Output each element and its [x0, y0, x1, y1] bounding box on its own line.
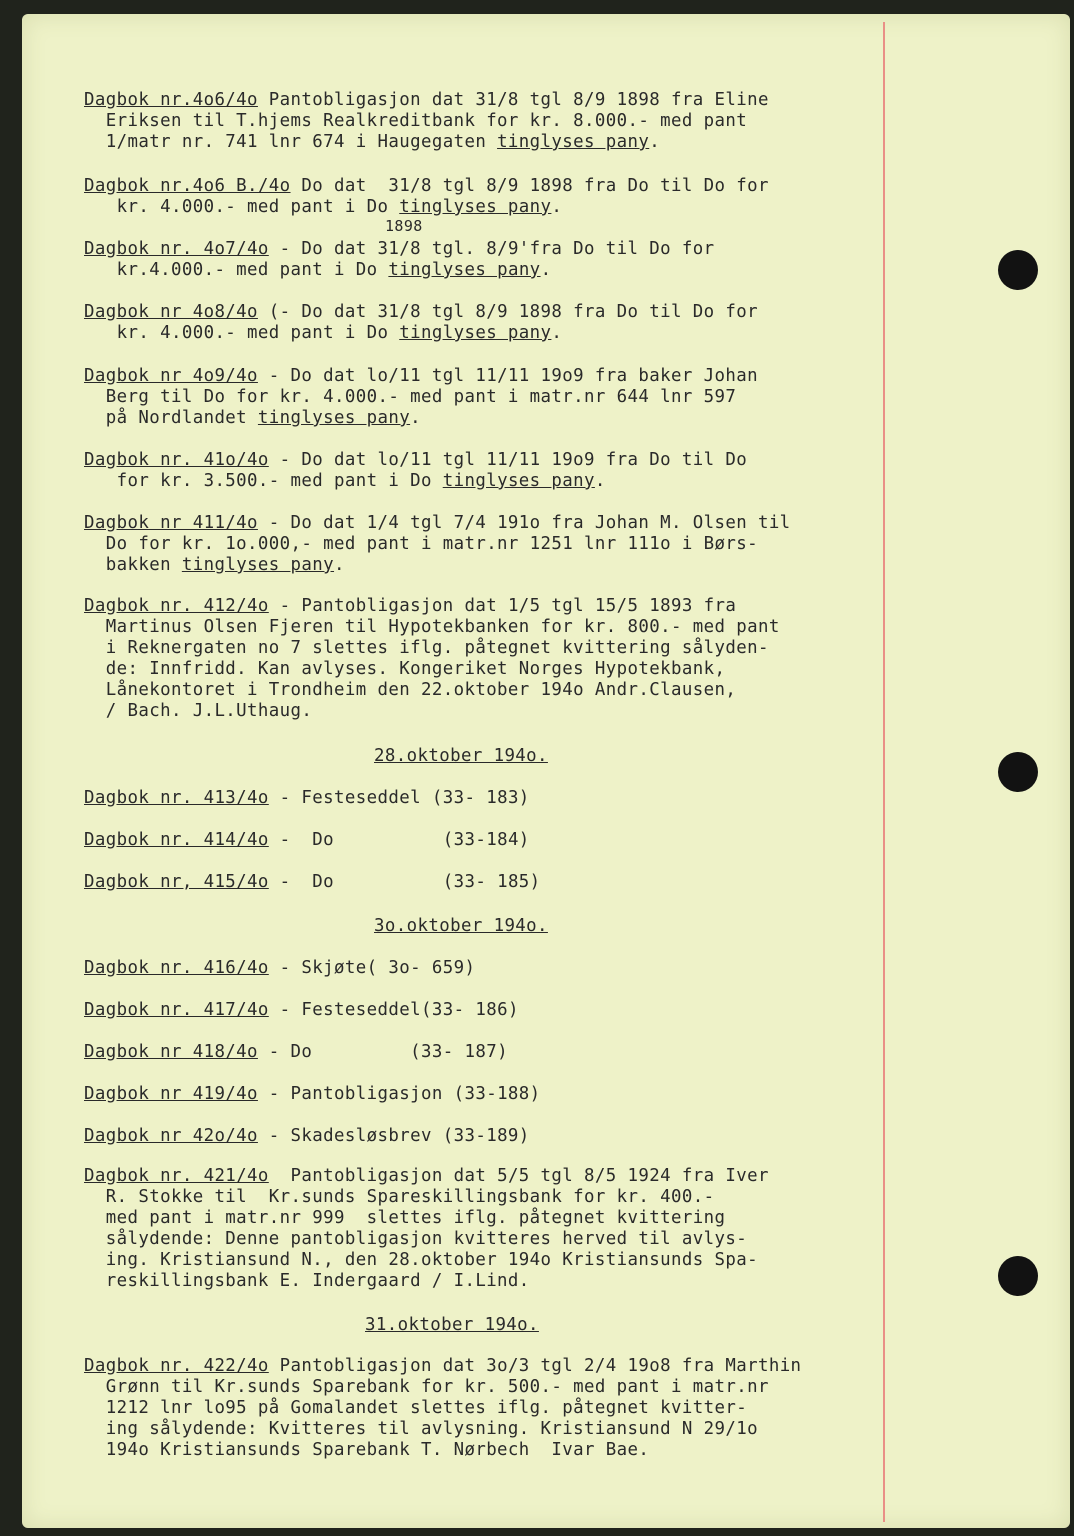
tinglyses-mark: tinglyses pany	[257, 408, 411, 428]
entry-line	[84, 617, 780, 638]
entry-line	[84, 366, 758, 387]
entry-421-line	[84, 1229, 747, 1250]
entry-line	[84, 197, 562, 218]
short-entry	[84, 1084, 541, 1105]
entry-ref: Dagbok nr. 413/4o	[84, 788, 269, 808]
entry-line	[84, 176, 769, 197]
date-heading: 3o.oktober 194o.	[374, 916, 548, 936]
entry-desc: - Do (33- 187)	[257, 1042, 508, 1062]
entry-line	[84, 302, 758, 323]
entry-line	[84, 387, 736, 408]
entry-421-line	[84, 1271, 530, 1292]
entry-line	[84, 701, 312, 722]
entry-desc: - Pantobligasjon (33-188)	[257, 1084, 541, 1104]
entry-text: Pantobligasjon dat 31/8 tgl 8/9 1898 fra Eline	[257, 90, 769, 110]
entry-desc: - Do (33-184)	[268, 830, 530, 850]
entry-text: på Nordlandet	[84, 408, 258, 428]
entry-desc: - Festeseddel(33- 186)	[268, 1000, 519, 1020]
entry-ref: Dagbok nr. 422/4o	[84, 1356, 269, 1376]
entry-ref: Dagbok nr.4o6/4o	[84, 90, 258, 110]
date-heading: 31.oktober 194o.	[365, 1315, 539, 1335]
entry-desc: - Do (33- 185)	[268, 872, 541, 892]
entry-line	[84, 471, 606, 492]
entry-ref: Dagbok nr. 412/4o	[84, 596, 269, 616]
short-entry	[84, 958, 475, 979]
entry-ref: Dagbok nr 4o9/4o	[84, 366, 258, 386]
entry-text: 1212 lnr lo95 på Gomalandet slettes iflg. påtegnet kvitter-	[84, 1398, 748, 1418]
entry-text: - Do dat 1/4 tgl 7/4 191o fra Johan M. Olsen til	[257, 513, 791, 533]
entry-ref: Dagbok nr. 417/4o	[84, 1000, 269, 1020]
entry-ref: Dagbok nr, 415/4o	[84, 872, 269, 892]
entry-tail: .	[551, 323, 563, 343]
short-entry	[84, 788, 530, 809]
tinglyses-mark: tinglyses pany	[388, 260, 541, 280]
tinglyses-mark: tinglyses pany	[399, 197, 552, 217]
entry-text: bakken	[84, 555, 182, 575]
entry-422-line	[84, 1440, 649, 1461]
entry-text: ing sålydende: Kvitteres til avlysning. Kristiansund N 29/1o	[84, 1419, 758, 1439]
entry-line	[84, 596, 736, 617]
entry-text: med pant i matr.nr 999 slettes iflg. påtegnet kvittering	[84, 1208, 726, 1228]
entry-421-line	[84, 1208, 725, 1229]
entry-text: R. Stokke til Kr.sunds Spareskillingsbank for kr. 400.-	[84, 1187, 715, 1207]
entry-line	[84, 638, 769, 659]
tinglyses-mark: tinglyses pany	[181, 555, 335, 575]
entry-desc: - Festeseddel (33- 183)	[268, 788, 530, 808]
entry-422-line	[84, 1377, 769, 1398]
entry-text: Pantobligasjon dat 5/5 tgl 8/5 1924 fra Iver	[268, 1166, 769, 1186]
entry-line	[84, 555, 345, 576]
entry-text: kr. 4.000.- med pant i Do	[84, 197, 400, 217]
entry-text: Grønn til Kr.sunds Sparebank for kr. 500.- med pant i matr.nr	[84, 1377, 769, 1397]
entry-tail: .	[334, 555, 345, 575]
entry-ref: Dagbok nr 419/4o	[84, 1084, 258, 1104]
entry-text: 194o Kristiansunds Sparebank T. Nørbech Ivar Bae.	[84, 1440, 650, 1460]
entry-421-line	[84, 1250, 758, 1271]
entry-line	[84, 534, 758, 555]
entry-text: Lånekontoret i Trondheim den 22.oktober 194o Andr.Clausen,	[84, 680, 737, 700]
entry-text: Do dat 31/8 tgl 8/9 1898 fra Do til Do for	[290, 176, 769, 196]
entry-ref: Dagbok nr 411/4o	[84, 513, 258, 533]
tinglyses-mark: tinglyses pany	[442, 471, 595, 491]
short-entry	[84, 830, 530, 851]
entry-ref: Dagbok nr. 416/4o	[84, 958, 269, 978]
entry-text: kr. 4.000.- med pant i Do	[84, 323, 400, 343]
entry-ref: Dagbok nr. 421/4o	[84, 1166, 269, 1186]
entry-text: Martinus Olsen Fjeren til Hypotekbanken for kr. 800.- med pant	[84, 617, 780, 637]
entry-text: kr.4.000.- med pant i Do	[84, 260, 389, 280]
entry-text: (- Do dat 31/8 tgl 8/9 1898 fra Do til Do for	[257, 302, 758, 322]
entry-text: - Pantobligasjon dat 1/5 tgl 15/5 1893 fra	[268, 596, 737, 616]
entry-ref: Dagbok nr 4o8/4o	[84, 302, 258, 322]
entry-ref: Dagbok nr. 4o7/4o	[84, 239, 269, 259]
entry-text: Do for kr. 1o.000,- med pant i matr.nr 1251 lnr 111o i Børs-	[84, 534, 758, 554]
entry-text: de: Innfridd. Kan avlyses. Kongeriket Norges Hypotekbank,	[84, 659, 726, 679]
entry-tail: .	[540, 260, 552, 280]
entry-422-line	[84, 1398, 747, 1419]
entry-tail: .	[551, 197, 563, 217]
pencil-note: 1898	[385, 217, 423, 235]
short-entry	[84, 872, 541, 893]
entry-line	[84, 239, 714, 260]
entry-line	[84, 323, 562, 344]
entry-422-line	[84, 1356, 801, 1377]
entry-ref: Dagbok nr. 41o/4o	[84, 450, 269, 470]
entry-421-line	[84, 1166, 769, 1187]
entry-text: - Do dat lo/11 tgl 11/11 19o9 fra baker Johan	[257, 366, 758, 386]
entry-421-line	[84, 1187, 714, 1208]
entry-tail: .	[410, 408, 421, 428]
entry-ref: Dagbok nr 42o/4o	[84, 1126, 258, 1146]
entry-text: Eriksen til T.hjems Realkreditbank for kr. 8.000.- med pant	[84, 111, 748, 131]
entry-text: - Do dat lo/11 tgl 11/11 19o9 fra Do til Do	[268, 450, 748, 470]
tinglyses-mark: tinglyses pany	[399, 323, 552, 343]
entry-text: sålydende: Denne pantobligasjon kvitteres herved til avlys-	[84, 1229, 748, 1249]
entry-text: reskillingsbank E. Indergaard / I.Lind.	[84, 1271, 530, 1291]
short-entry	[84, 1042, 508, 1063]
entry-desc: - Skjøte( 3o- 659)	[268, 958, 476, 978]
short-entry	[84, 1000, 519, 1021]
entry-line	[84, 111, 747, 132]
entry-line	[84, 132, 660, 153]
entry-text: 1/matr nr. 741 lnr 674 i Haugegaten	[84, 132, 498, 152]
entry-ref: Dagbok nr.4o6 B./4o	[84, 176, 291, 196]
entry-line	[84, 680, 736, 701]
entry-tail: .	[649, 132, 661, 152]
entry-text: i Reknergaten no 7 slettes iflg. påtegnet kvittering sålyden-	[84, 638, 769, 658]
entry-desc: - Skadesløsbrev (33-189)	[257, 1126, 530, 1146]
entry-ref: Dagbok nr. 414/4o	[84, 830, 269, 850]
entry-line	[84, 408, 421, 429]
entry-line	[84, 90, 769, 111]
entry-ref: Dagbok nr 418/4o	[84, 1042, 258, 1062]
entry-text: Berg til Do for kr. 4.000.- med pant i matr.nr 644 lnr 597	[84, 387, 737, 407]
short-entry	[84, 1126, 530, 1147]
entry-text: Pantobligasjon dat 3o/3 tgl 2/4 19o8 fra Marthin	[268, 1356, 802, 1376]
entry-tail: .	[594, 471, 606, 491]
entry-line	[84, 260, 551, 281]
entry-text: for kr. 3.500.- med pant i Do	[84, 471, 443, 491]
entry-text: ing. Kristiansund N., den 28.oktober 194o Kristiansunds Spa-	[84, 1250, 758, 1270]
entry-text: / Bach. J.L.Uthaug.	[84, 701, 313, 721]
entry-line	[84, 450, 747, 471]
entry-422-line	[84, 1419, 758, 1440]
entry-text: - Do dat 31/8 tgl. 8/9'fra Do til Do for	[268, 239, 715, 259]
entry-line	[84, 513, 791, 534]
date-heading: 28.oktober 194o.	[374, 746, 548, 766]
tinglyses-mark: tinglyses pany	[497, 132, 650, 152]
entry-line	[84, 659, 725, 680]
